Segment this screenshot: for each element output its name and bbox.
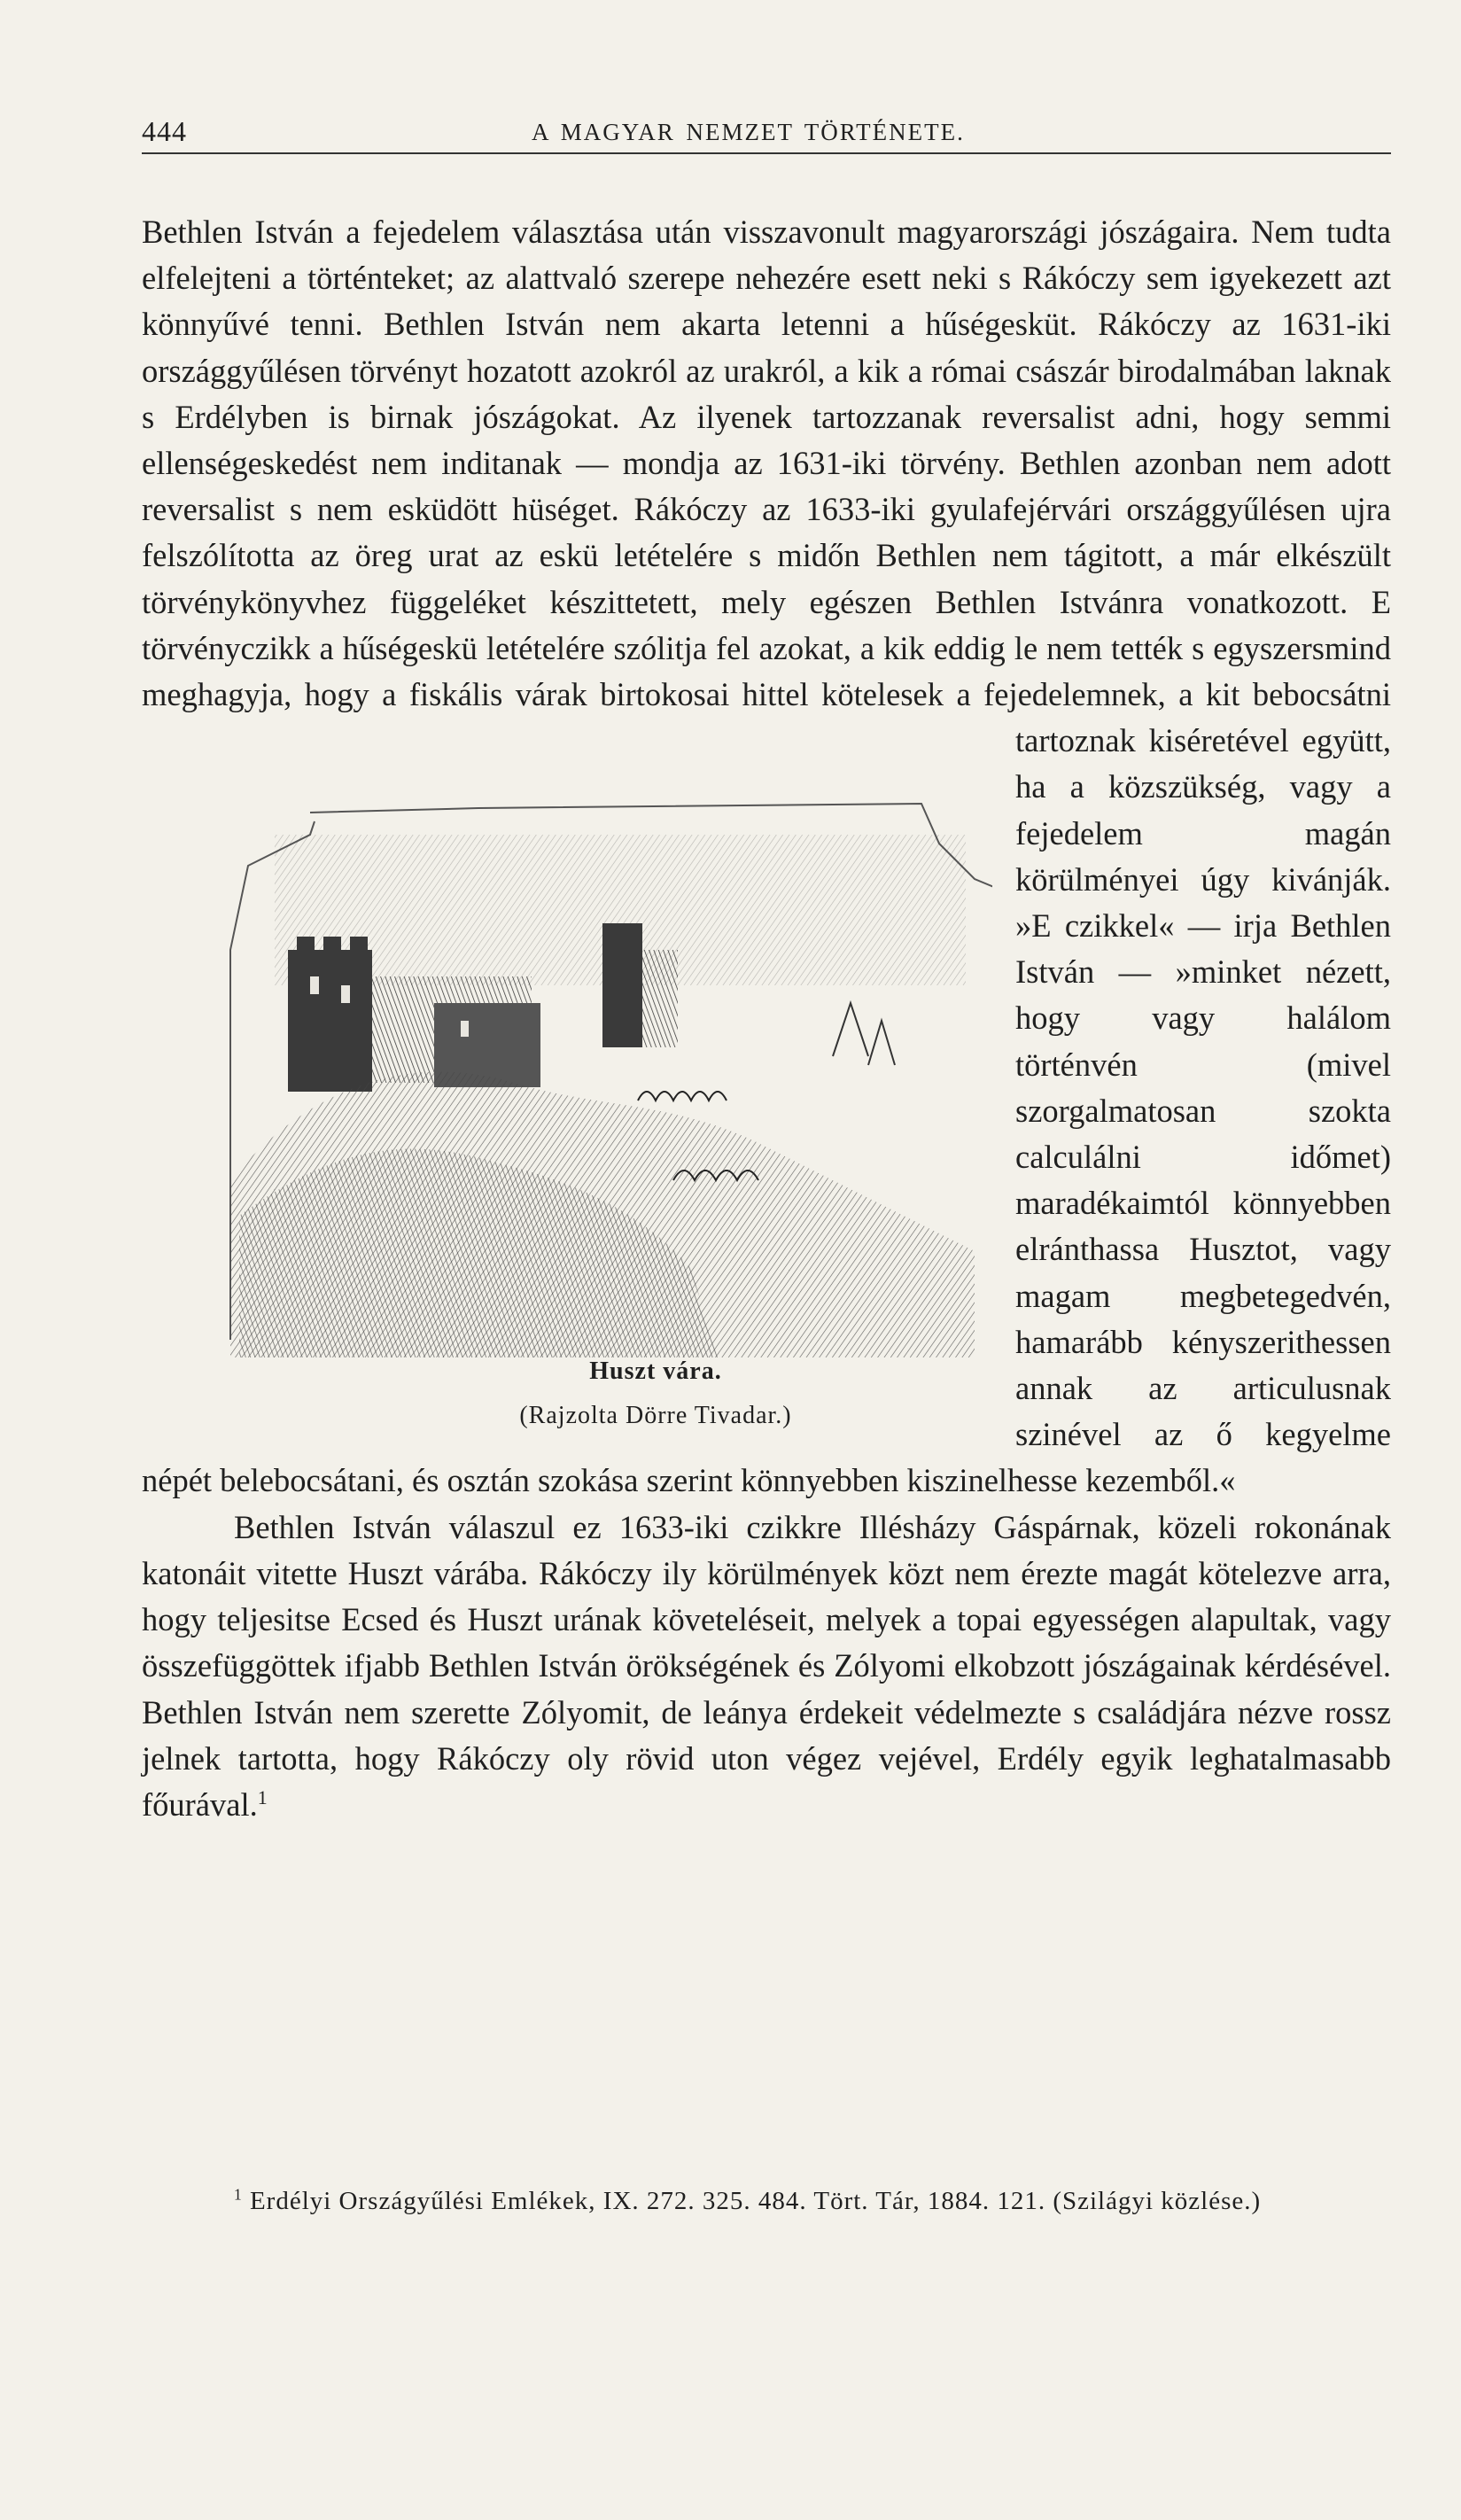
paragraph-1: [142, 209, 1391, 1505]
footnotes: [142, 2182, 1391, 2221]
paragraph-2: [142, 1505, 1391, 1828]
page-number: 444: [142, 115, 187, 147]
header-rule: [142, 152, 1391, 154]
footnote-mark: 1: [234, 2185, 243, 2204]
paragraph-2-text: Bethlen István válaszul ez 1633-iki czikkre Illésházy Gáspárnak, közeli rokonának katonáit vitette Huszt várába. Rákóczy ily körülmények közt nem érezte magát kötelezve arra, hogy teljesitse Ecsed és Huszt urának követeléseit, melyek a topai egyességen alapultak, vagy összefüggöttek ifjabb Bethlen István örökségének és Zólyomi elkobzott jószágainak kérdésével. Bethlen István nem szerette Zólyomit, de leánya érdekeit védelmezte s családjára nézve rossz jelnek tartotta, hogy Rákóczy oly rövid uton végez vejével, Erdély egyik leghatalmasabb főurával.: [142, 1508, 1391, 1823]
running-head: [142, 106, 1391, 156]
figure-huszt-castle: [142, 684, 992, 1455]
figure-caption-title: Huszt vára.: [589, 1357, 722, 1386]
running-title: A MAGYAR NEMZET TÖRTÉNETE.: [532, 119, 965, 145]
footnote-1: [142, 2182, 1391, 2221]
castle-ruin-engraving-icon: [142, 684, 992, 1357]
footnote-reference[interactable]: 1: [257, 1785, 268, 1808]
paragraph-1-part-b: fiskális várak birtokosai hittel kötelesek a fejedelemnek, a kit bebocsátni tartoznak kiséretével együtt, ha a közszükség, vagy a fejedelem magán körülményei úgy kivánják. »E czikkel« — irja Bethlen István — »minket nézett, hogy vagy halálom történvén (mivel szorgalmatosan szokta calculálni időmet) maradékaimtól könnyebben elránthassa Husztot, vagy magam megbetegedvén, hamarább kényszerithessen annak az articulusnak szinével az ő kegyelme népét belebocsátani, és osztán szokása szerint könnyebben kiszinelhesse kezemből.«: [142, 676, 1391, 1499]
figure-caption-credit: (Rajzolta Dörre Tivadar.): [519, 1402, 792, 1430]
body-text: [142, 209, 1391, 1828]
paragraph-1-part-a: Bethlen István a fejedelem választása után visszavonult magyarországi jószágaira. Nem tudta elfelejteni a történteket; az alattvaló szerepe nehezére esett neki s Rákóczy sem igyekezett azt könnyűvé tenni. Bethlen István nem akarta letenni a hűségesküt. Rákóczy az 1631-iki országgyűlésen törvényt hozatott azokról az urakról, a kik a római császár birodalmában laknak s Erdélyben is birnak jószágokat. Az ilyenek tartozzanak reversalist adni, hogy semmi ellenségeskedést nem inditanak — mondja az 1631-iki törvény. Bethlen azonban nem adott reversalist s nem esküdött hüséget. Rákóczy az 1633-iki gyulafejérvári országgyűlésen ujra felszólította az öreg urat az eskü letételére s midőn Bethlen nem tágitott, a már elkészült törvénykönyvhez függeléket készittetett, mely egészen Bethlen Istvánra vonatkozott. E törvényczikk a hűségeskü letételére szólitja fel azokat, a kik eddig le nem tették s egyszersmind meghagyja, hogy a: [142, 214, 1391, 713]
footnote-text: Erdélyi Országyűlési Emlékek, IX. 272. 325. 484. Tört. Tár, 1884. 121. (Szilágyi közlése.): [249, 2187, 1262, 2215]
